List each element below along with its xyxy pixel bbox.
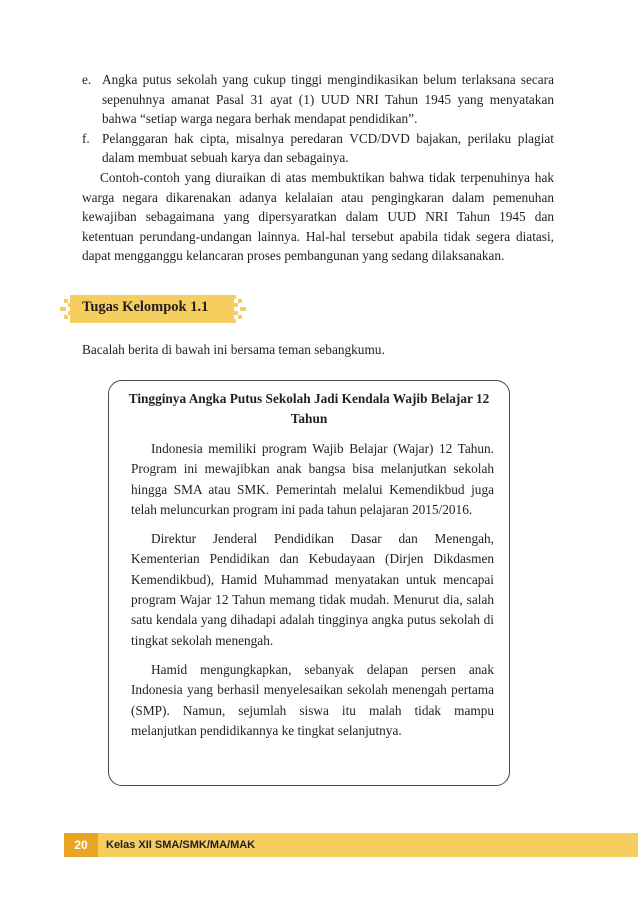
banner-right-ornament-icon — [232, 295, 246, 323]
news-title: Tingginya Angka Putus Sekolah Jadi Kendala Wajib Belajar 12 Tahun — [128, 391, 490, 426]
list-item-text: Pelanggaran hak cipta, misalnya peredaran VCD/DVD bajakan, perilaku plagiat dalam membuat sebuah karya dan sebagainya. — [102, 130, 554, 165]
list-item — [82, 70, 554, 129]
page-number: 20 — [74, 838, 88, 852]
lettered-list — [82, 70, 554, 168]
body-paragraph: Contoh-contoh yang diuraikan di atas membuktikan bahwa tidak terpenuhinya hak warga negara dikarenakan adanya kelalaian atau pengingkaran dalam pemenuhan kewajiban sebagaimana yang dipersyaratkan dalam UUD NRI Tahun 1945 dan ketentuan perundang-undangan lainnya. Hal-hal tersebut apabila tidak segera diatasi, dapat mengganggu kelancaran proses pembangunan yang sedang dilaksanakan. — [82, 170, 554, 263]
news-body — [131, 439, 494, 750]
list-marker: f. — [82, 130, 90, 146]
news-paragraph: Hamid mengungkapkan, sebanyak delapan persen anak Indonesia yang berhasil menyelesaikan sekolah menengah pertama (SMP). Namun, sejumlah siswa itu malah tidak mampu melanjutkan pendidikannya ke tingkat selanjutnya. — [131, 661, 494, 738]
banner-title: Tugas Kelompok 1.1 — [82, 299, 209, 315]
news-paragraph: Direktur Jenderal Pendidikan Dasar dan Menengah, Kementerian Pendidikan dan Kebudayaan (Dirjen Dikdasmen Kemendikbud), Hamid Muhammad menyatakan untuk mencapai program Wajar 12 Tahun memang tidak mudah. Menurut dia, salah satu kendala yang dihadapi adalah tingginya angka putus sekolah di tingkat sekolah menengah. — [131, 531, 494, 648]
list-item — [82, 129, 554, 168]
news-paragraph: Indonesia memiliki program Wajib Belajar (Wajar) 12 Tahun. Program ini mewajibkan anak bangsa bisa melanjutkan sekolah hingga SMA atau SMK. Pemerintah melalui Kemendikbud juga telah meluncurkan program ini pada tahun pelajaran 2015/2016. — [131, 441, 494, 517]
list-item-text: Angka putus sekolah yang cukup tinggi mengindikasikan belum terlaksana secara sepenuhnya amanat Pasal 31 ayat (1) UUD NRI Tahun 1945 yang menyatakan bahwa “setiap warga negara berhak mendapat pendidikan”. — [102, 72, 554, 126]
task-banner — [60, 295, 244, 323]
list-marker: e. — [82, 72, 92, 87]
footer-book-title: Kelas XII SMA/SMK/MA/MAK — [106, 839, 256, 851]
task-instruction: Bacalah berita di bawah ini bersama teman sebangkumu. — [82, 342, 385, 357]
